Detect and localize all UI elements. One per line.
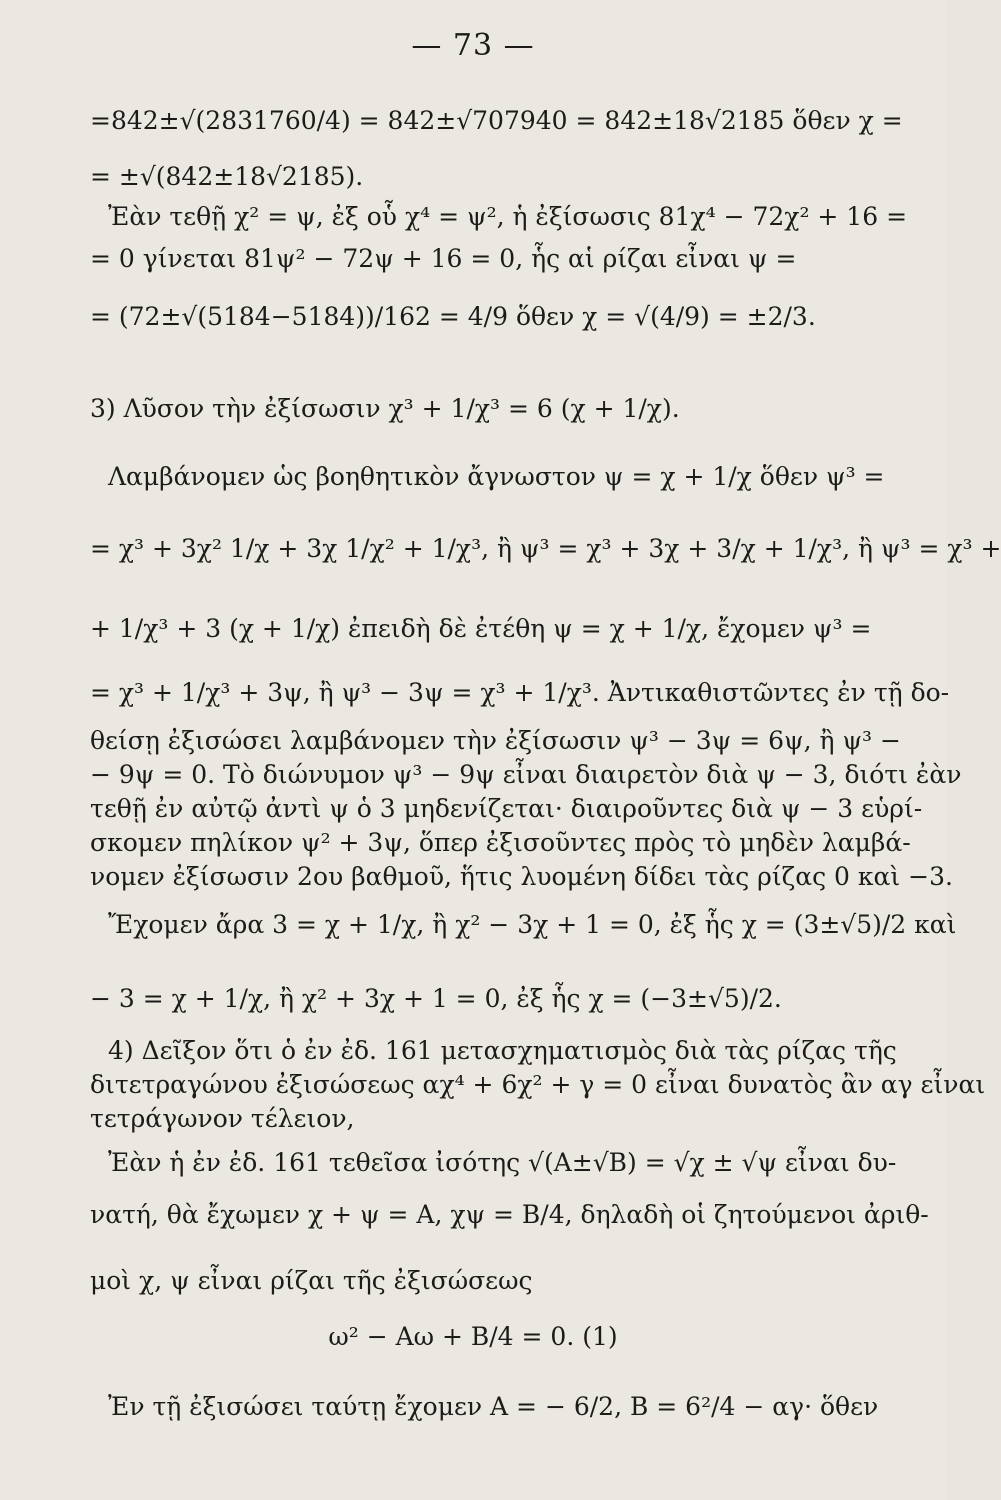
text-line: σκομεν πηλίκον ψ² + 3ψ, ὅπερ ἐξισοῦντες πρὸς τὸ μηδὲν λαμβά-	[90, 828, 911, 857]
text-line: νατή, θὰ ἔχωμεν χ + ψ = A, χψ = B/4, δηλαδὴ οἱ ζητούμενοι ἀριθ-	[90, 1200, 929, 1229]
page-number: — 73 —	[411, 28, 535, 63]
text-line: θείσῃ ἐξισώσει λαμβάνομεν τὴν ἐξίσωσιν ψ³ − 3ψ = 6ψ, ἢ ψ³ −	[90, 726, 901, 755]
text-line: = (72±√(5184−5184))/162 = 4/9 ὅθεν χ = √(4/9) = ±2/3.	[90, 302, 816, 331]
text-line: νομεν ἐξίσωσιν 2ου βαθμοῦ, ἥτις λυομένη δίδει τὰς ρίζας 0 καὶ −3.	[90, 862, 953, 891]
text-line: Λαμβάνομεν ὡς βοηθητικὸν ἄγνωστον ψ = χ + 1/χ ὅθεν ψ³ =	[108, 462, 885, 491]
text-line: − 3 = χ + 1/χ, ἢ χ² + 3χ + 1 = 0, ἐξ ἧς χ = (−3±√5)/2.	[90, 984, 782, 1013]
text-line: Ἐν τῇ ἐξισώσει ταύτῃ ἔχομεν A = − 6/2, B = 6²/4 − αγ· ὅθεν	[108, 1392, 879, 1421]
text-line: − 9ψ = 0. Τὸ διώνυμον ψ³ − 9ψ εἶναι διαιρετὸν διὰ ψ − 3, διότι ἐὰν	[90, 760, 962, 789]
text-line: διτετραγώνου ἐξισώσεως αχ⁴ + 6χ² + γ = 0 εἶναι δυνατὸς ἂν αγ εἶναι	[90, 1070, 986, 1099]
text-line: 3) Λῦσον τὴν ἐξίσωσιν χ³ + 1/χ³ = 6 (χ + 1/χ).	[90, 394, 680, 423]
text-line: τετράγωνον τέλειον,	[90, 1104, 355, 1133]
text-line: Ἐὰν τεθῇ χ² = ψ, ἐξ οὗ χ⁴ = ψ², ἡ ἐξίσωσις 81χ⁴ − 72χ² + 16 =	[108, 202, 908, 231]
text-line: Ἐὰν ἡ ἐν ἐδ. 161 τεθεῖσα ἰσότης √(A±√B) = √χ ± √ψ εἶναι δυ-	[108, 1148, 897, 1177]
text-line: τεθῇ ἐν αὐτῷ ἀντὶ ψ ὁ 3 μηδενίζεται· διαιροῦντες διὰ ψ − 3 εὑρί-	[90, 794, 923, 823]
text-line: = 0 γίνεται 81ψ² − 72ψ + 16 = 0, ἧς αἱ ρίζαι εἶναι ψ =	[90, 244, 797, 273]
text-line: Ἔχομεν ἄρα 3 = χ + 1/χ, ἢ χ² − 3χ + 1 = 0, ἐξ ἧς χ = (3±√5)/2 καὶ	[108, 910, 957, 939]
text-line: μοὶ χ, ψ εἶναι ρίζαι τῆς ἐξισώσεως	[90, 1266, 533, 1295]
equation-line: ω² − Aω + B/4 = 0. (1)	[328, 1322, 618, 1351]
text-line: + 1/χ³ + 3 (χ + 1/χ) ἐπειδὴ δὲ ἐτέθη ψ = χ + 1/χ, ἔχομεν ψ³ =	[90, 614, 872, 643]
text-line: =842±√(2831760/4) = 842±√707940 = 842±18√2185 ὅθεν χ =	[90, 106, 903, 135]
text-line: 4) Δεῖξον ὅτι ὁ ἐν ἐδ. 161 μετασχηματισμὸς διὰ τὰς ρίζας τῆς	[108, 1036, 897, 1065]
text-line: = χ³ + 3χ² 1/χ + 3χ 1/χ² + 1/χ³, ἢ ψ³ = χ³ + 3χ + 3/χ + 1/χ³, ἢ ψ³ = χ³ +	[90, 534, 1001, 563]
text-line: = χ³ + 1/χ³ + 3ψ, ἢ ψ³ − 3ψ = χ³ + 1/χ³. Ἀντικαθιστῶντες ἐν τῇ δο-	[90, 678, 950, 707]
text-line: = ±√(842±18√2185).	[90, 162, 364, 191]
